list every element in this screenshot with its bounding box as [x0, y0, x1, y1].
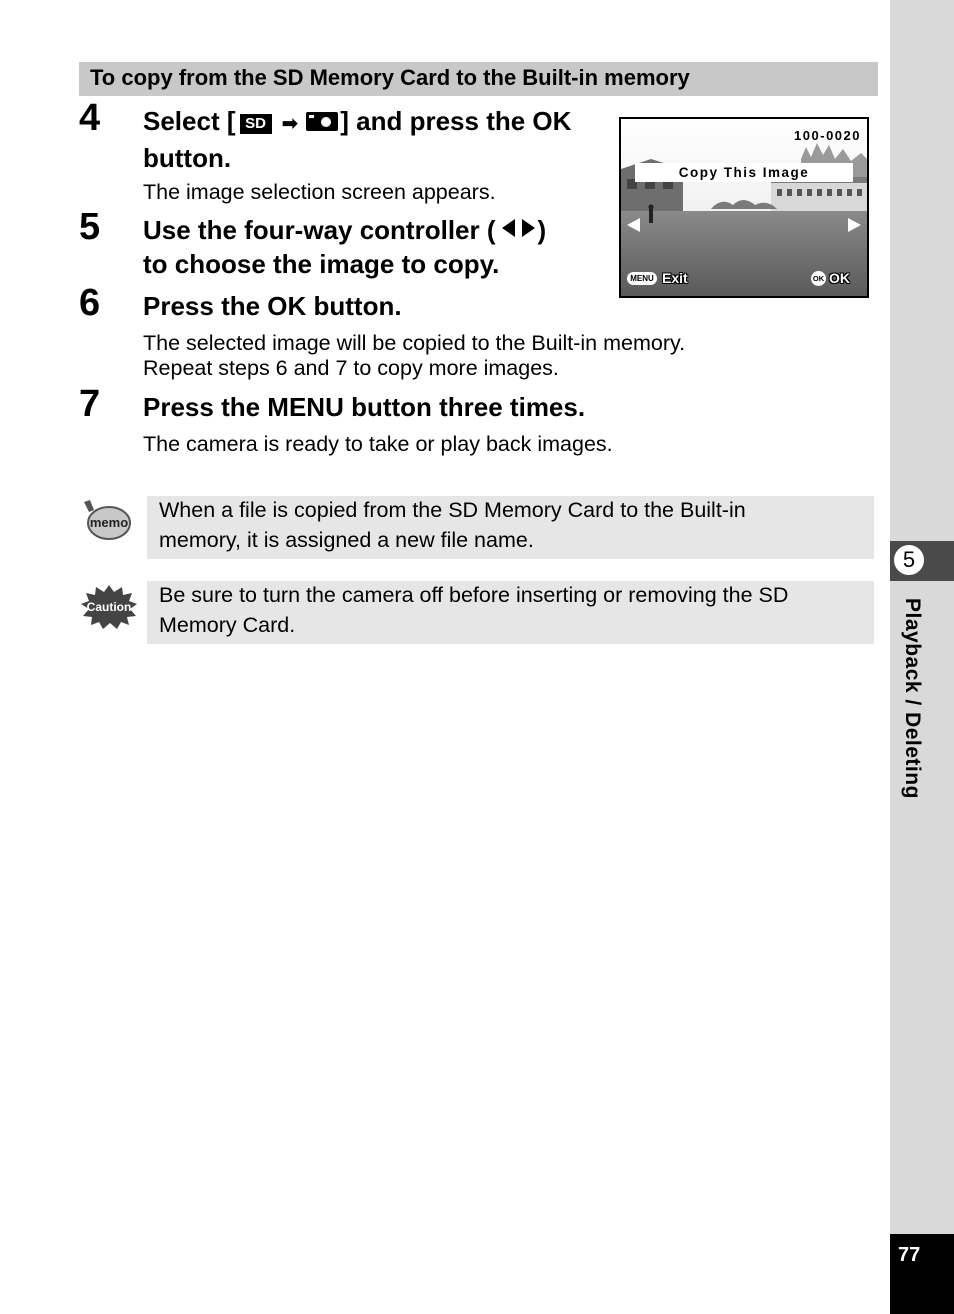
- memo-icon: [80, 500, 132, 544]
- arrow-right-icon: ➡: [281, 113, 299, 135]
- step-4-body: The image selection screen appears.: [143, 180, 496, 204]
- step-6-body: [143, 331, 685, 381]
- memo-line: When a file is copied from the SD Memory Card to the Built-in: [159, 498, 746, 522]
- file-number: 100-0020: [794, 128, 861, 143]
- step-4-heading-pre: Select [: [143, 106, 236, 136]
- caution-line: Be sure to turn the camera off before inserting or removing the SD: [159, 583, 789, 607]
- step-5-heading-pre: Use the four-way controller (: [143, 215, 496, 245]
- step-4-heading: [143, 104, 613, 175]
- step-5-heading-line2: to choose the image to copy.: [143, 249, 500, 279]
- ok-label: OK: [829, 270, 850, 286]
- step-4-heading-post: ] and press the OK: [340, 106, 572, 136]
- sd-card-icon: SD: [240, 114, 272, 134]
- camera-screen: [619, 117, 869, 298]
- caution-box: [147, 581, 874, 644]
- step-5-number: 5: [79, 206, 101, 248]
- left-arrow-icon: [502, 219, 515, 237]
- memo-line: memory, it is assigned a new file name.: [159, 527, 534, 552]
- built-in-memory-icon: [306, 111, 338, 131]
- ok-key-icon: OK: [811, 271, 826, 286]
- menu-key-icon: MENU: [627, 272, 657, 285]
- screen-right-arrow-icon: [848, 218, 861, 232]
- copy-banner: Copy This Image: [635, 163, 853, 182]
- step-4-number: 4: [79, 97, 101, 139]
- memo-icon-text: memo: [89, 515, 129, 530]
- caution-icon: [80, 584, 138, 630]
- page-number: 77: [898, 1244, 921, 1266]
- section-title: To copy from the SD Memory Card to the Built-in memory: [79, 62, 878, 96]
- step-6-number: 6: [79, 282, 101, 324]
- caution-icon-text: Caution: [86, 600, 132, 614]
- step-5-heading: [143, 213, 613, 281]
- caution-line: Memory Card.: [159, 612, 296, 637]
- right-arrow-icon: [522, 219, 535, 237]
- step-7-body: The camera is ready to take or play back images.: [143, 432, 613, 456]
- exit-label: Exit: [662, 270, 688, 286]
- screen-left-arrow-icon: [627, 218, 640, 232]
- chapter-title: Playback / Deleting: [901, 598, 924, 799]
- step-6-body-line: Repeat steps 6 and 7 to copy more images.: [143, 356, 559, 380]
- step-4-heading-line2: button.: [143, 143, 232, 173]
- step-6-body-line: The selected image will be copied to the Built-in memory.: [143, 331, 686, 355]
- memo-box: [147, 496, 874, 559]
- step-5-heading-post: ): [537, 215, 547, 245]
- chapter-number: 5: [892, 543, 926, 577]
- step-7-number: 7: [79, 383, 101, 425]
- step-6-heading: Press the OK button.: [143, 291, 402, 321]
- step-7-heading: Press the MENU button three times.: [143, 392, 586, 422]
